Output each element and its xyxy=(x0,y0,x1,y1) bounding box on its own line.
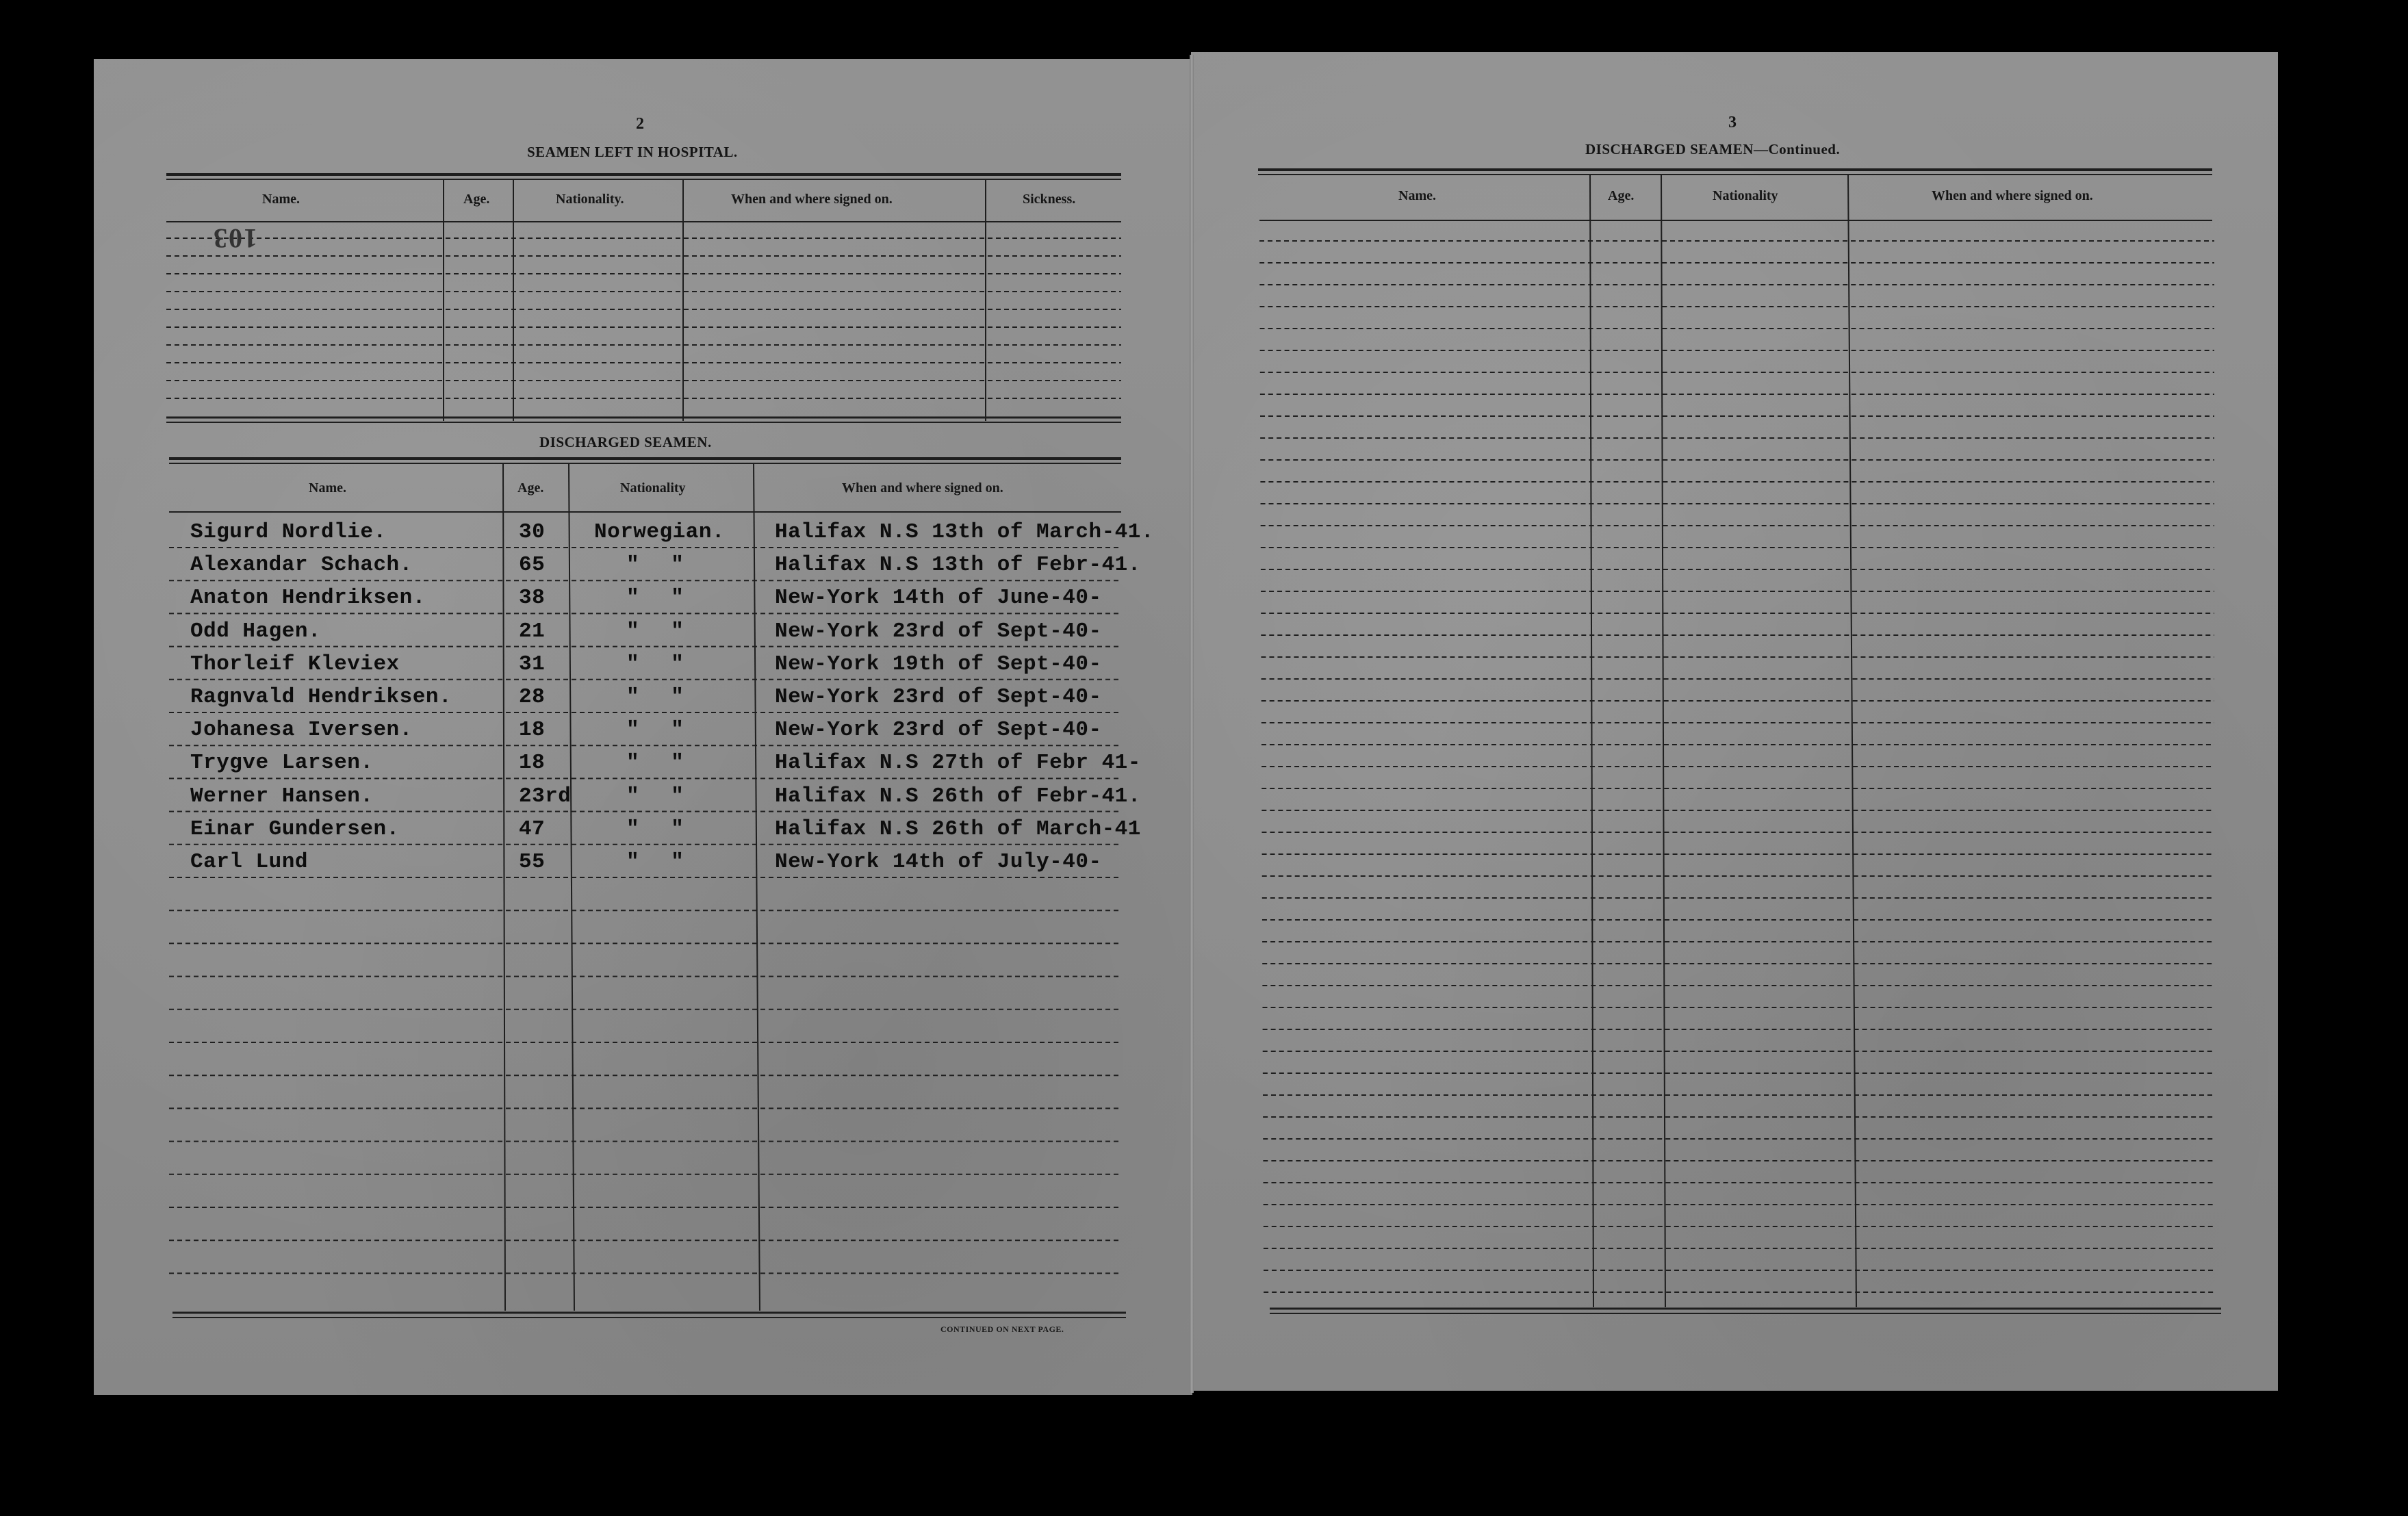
left-page-number: 2 xyxy=(636,115,644,133)
row-name: Johanesa Iversen. xyxy=(190,718,413,743)
row-nationality: " " xyxy=(626,586,693,611)
right-page-number: 3 xyxy=(1728,114,1737,131)
row-age: 28 xyxy=(519,685,546,709)
rule-column xyxy=(754,463,760,1311)
hospital-col-nationality: Nationality. xyxy=(556,192,624,207)
row-age: 55 xyxy=(519,850,546,874)
right-col-name: Name. xyxy=(1398,188,1436,203)
row-signed-on: Halifax N.S 26th of Febr-41. xyxy=(775,784,1141,808)
row-name: Thorleif Kleviex xyxy=(190,652,400,676)
row-nationality: " " xyxy=(626,751,693,775)
continued-note: CONTINUED ON NEXT PAGE. xyxy=(940,1324,1064,1334)
hospital-col-age: Age. xyxy=(463,192,490,207)
row-nationality: " " xyxy=(626,718,693,743)
row-signed-on: New-York 23rd of Sept-40- xyxy=(775,619,1102,643)
rule-column xyxy=(1590,175,1593,1307)
row-age: 21 xyxy=(519,619,546,643)
hospital-col-name: Name. xyxy=(262,192,300,207)
row-signed-on: New-York 23rd of Sept-40- xyxy=(775,685,1102,709)
row-name: Anaton Hendriksen. xyxy=(190,586,426,611)
discharged-col-name: Name. xyxy=(309,480,346,496)
row-name: Alexandar Schach. xyxy=(190,553,413,578)
row-nationality: " " xyxy=(626,553,693,578)
row-nationality: " " xyxy=(626,619,693,643)
row-age: 23rd xyxy=(519,784,572,808)
row-age: 30 xyxy=(519,520,546,544)
row-nationality: Norwegian. xyxy=(594,520,726,544)
row-age: 31 xyxy=(519,652,546,676)
row-name: Werner Hansen. xyxy=(190,784,374,808)
right-col-signed-on: When and where signed on. xyxy=(1932,188,2093,203)
row-name: Ragnvald Hendriksen. xyxy=(190,685,452,709)
row-signed-on: New-York 23rd of Sept-40- xyxy=(775,718,1102,743)
row-name: Odd Hagen. xyxy=(190,619,322,643)
row-nationality: " " xyxy=(626,685,693,709)
rule-column xyxy=(1661,175,1665,1307)
hospital-col-signed-on: When and where signed on. xyxy=(731,192,893,207)
row-age: 65 xyxy=(519,553,546,578)
rule-column xyxy=(503,463,505,1311)
row-nationality: " " xyxy=(626,652,693,676)
row-signed-on: Halifax N.S 27th of Febr 41- xyxy=(775,751,1141,775)
right-col-nationality: Nationality xyxy=(1713,188,1778,203)
row-signed-on: New-York 14th of July-40- xyxy=(775,850,1102,874)
hospital-col-sickness: Sickness. xyxy=(1023,192,1076,207)
row-signed-on: New-York 14th of June-40- xyxy=(775,586,1102,611)
row-nationality: " " xyxy=(626,817,693,841)
row-name: Trygve Larsen. xyxy=(190,751,374,775)
right-page-title: DISCHARGED SEAMEN—Continued. xyxy=(1585,141,1841,157)
rule-column xyxy=(569,463,574,1311)
row-name: Carl Lund xyxy=(190,850,308,874)
right-col-age: Age. xyxy=(1608,188,1635,203)
row-age: 18 xyxy=(519,718,546,743)
rule-column xyxy=(1848,175,1856,1307)
row-signed-on: Halifax N.S 13th of Febr-41. xyxy=(775,553,1141,578)
page-marker-stamp: 103 xyxy=(212,223,257,254)
row-nationality: " " xyxy=(626,850,693,874)
row-signed-on: Halifax N.S 26th of March-41 xyxy=(775,817,1141,841)
discharged-col-nationality: Nationality xyxy=(620,480,686,496)
row-age: 18 xyxy=(519,751,546,775)
discharged-col-signed-on: When and where signed on. xyxy=(842,480,1003,496)
row-age: 47 xyxy=(519,817,546,841)
row-name: Sigurd Nordlie. xyxy=(190,520,387,544)
row-nationality: " " xyxy=(626,784,693,808)
hospital-section-title: SEAMEN LEFT IN HOSPITAL. xyxy=(527,144,738,160)
row-signed-on: New-York 19th of Sept-40- xyxy=(775,652,1102,676)
discharged-col-age: Age. xyxy=(517,480,544,496)
row-signed-on: Halifax N.S 13th of March-41. xyxy=(775,520,1154,544)
row-name: Einar Gundersen. xyxy=(190,817,400,841)
row-age: 38 xyxy=(519,586,546,611)
discharged-section-title: DISCHARGED SEAMEN. xyxy=(539,434,712,450)
